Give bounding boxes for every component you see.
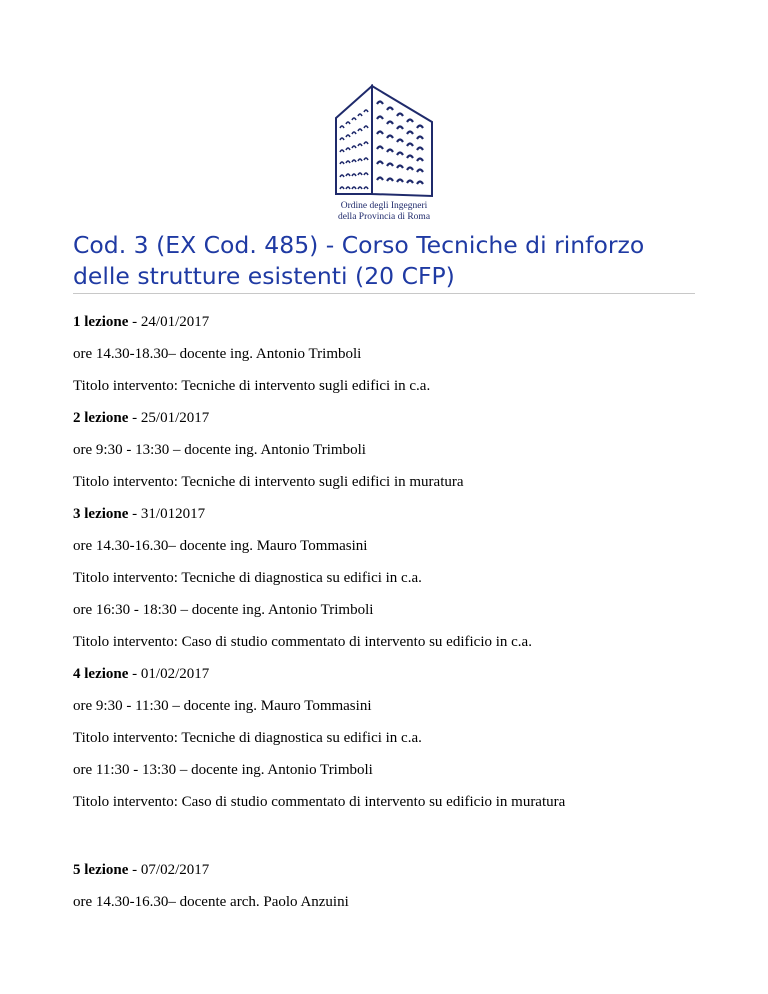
- lesson-number: 3 lezione: [73, 506, 129, 522]
- lesson-date: - 24/01/2017: [128, 314, 210, 330]
- lesson-number: 1 lezione: [73, 314, 129, 330]
- lesson-schedule: ore 14.30-16.30– docente ing. Mauro Tommasini: [73, 538, 368, 554]
- lesson-schedule: ore 16:30 - 18:30 – docente ing. Antonio Trimboli: [73, 602, 374, 618]
- lesson-date: - 01/02/2017: [128, 666, 210, 682]
- lesson-date: - 25/01/2017: [128, 410, 210, 426]
- logo-org-province: della Provincia di Roma: [337, 212, 431, 222]
- logo-org-name: Ordine degli Ingegneri: [340, 201, 428, 211]
- lesson-heading: [73, 505, 205, 523]
- lesson-schedule: ore 14.30-18.30– docente ing. Antonio Trimboli: [73, 346, 362, 362]
- building-logo-icon: [332, 84, 436, 200]
- logo: [332, 84, 436, 222]
- lesson-heading: [73, 861, 209, 879]
- lesson-topic: Titolo intervento: Tecniche di intervento sugli edifici in c.a.: [73, 378, 431, 394]
- title-divider: [73, 293, 695, 294]
- lesson-topic: Titolo intervento: Tecniche di diagnostica su edifici in c.a.: [73, 570, 422, 586]
- lesson-schedule: ore 9:30 - 13:30 – docente ing. Antonio Trimboli: [73, 442, 366, 458]
- lesson-schedule: ore 11:30 - 13:30 – docente ing. Antonio Trimboli: [73, 762, 373, 778]
- lesson-topic: Titolo intervento: Tecniche di intervento sugli edifici in muratura: [73, 474, 464, 490]
- lesson-date: - 31/012017: [128, 506, 206, 522]
- lesson-number: 5 lezione: [73, 862, 129, 878]
- lesson-heading: [73, 313, 209, 331]
- lesson-number: 4 lezione: [73, 666, 129, 682]
- lesson-date: - 07/02/2017: [128, 862, 210, 878]
- lesson-topic: Titolo intervento: Caso di studio commentato di intervento su edificio in c.a.: [73, 634, 532, 650]
- lesson-schedule: ore 9:30 - 11:30 – docente ing. Mauro Tommasini: [73, 698, 372, 714]
- lesson-heading: [73, 665, 209, 683]
- lesson-number: 2 lezione: [73, 410, 129, 426]
- lesson-topic: Titolo intervento: Caso di studio commentato di intervento su edificio in muratura: [73, 794, 566, 810]
- lesson-heading: [73, 409, 209, 427]
- page-title: Cod. 3 (EX Cod. 485) - Corso Tecniche di rinforzo delle strutture esistenti (20 CFP): [73, 231, 645, 290]
- lesson-topic: Titolo intervento: Tecniche di diagnostica su edifici in c.a.: [73, 730, 422, 746]
- lesson-schedule: ore 14.30-16.30– docente arch. Paolo Anzuini: [73, 894, 349, 910]
